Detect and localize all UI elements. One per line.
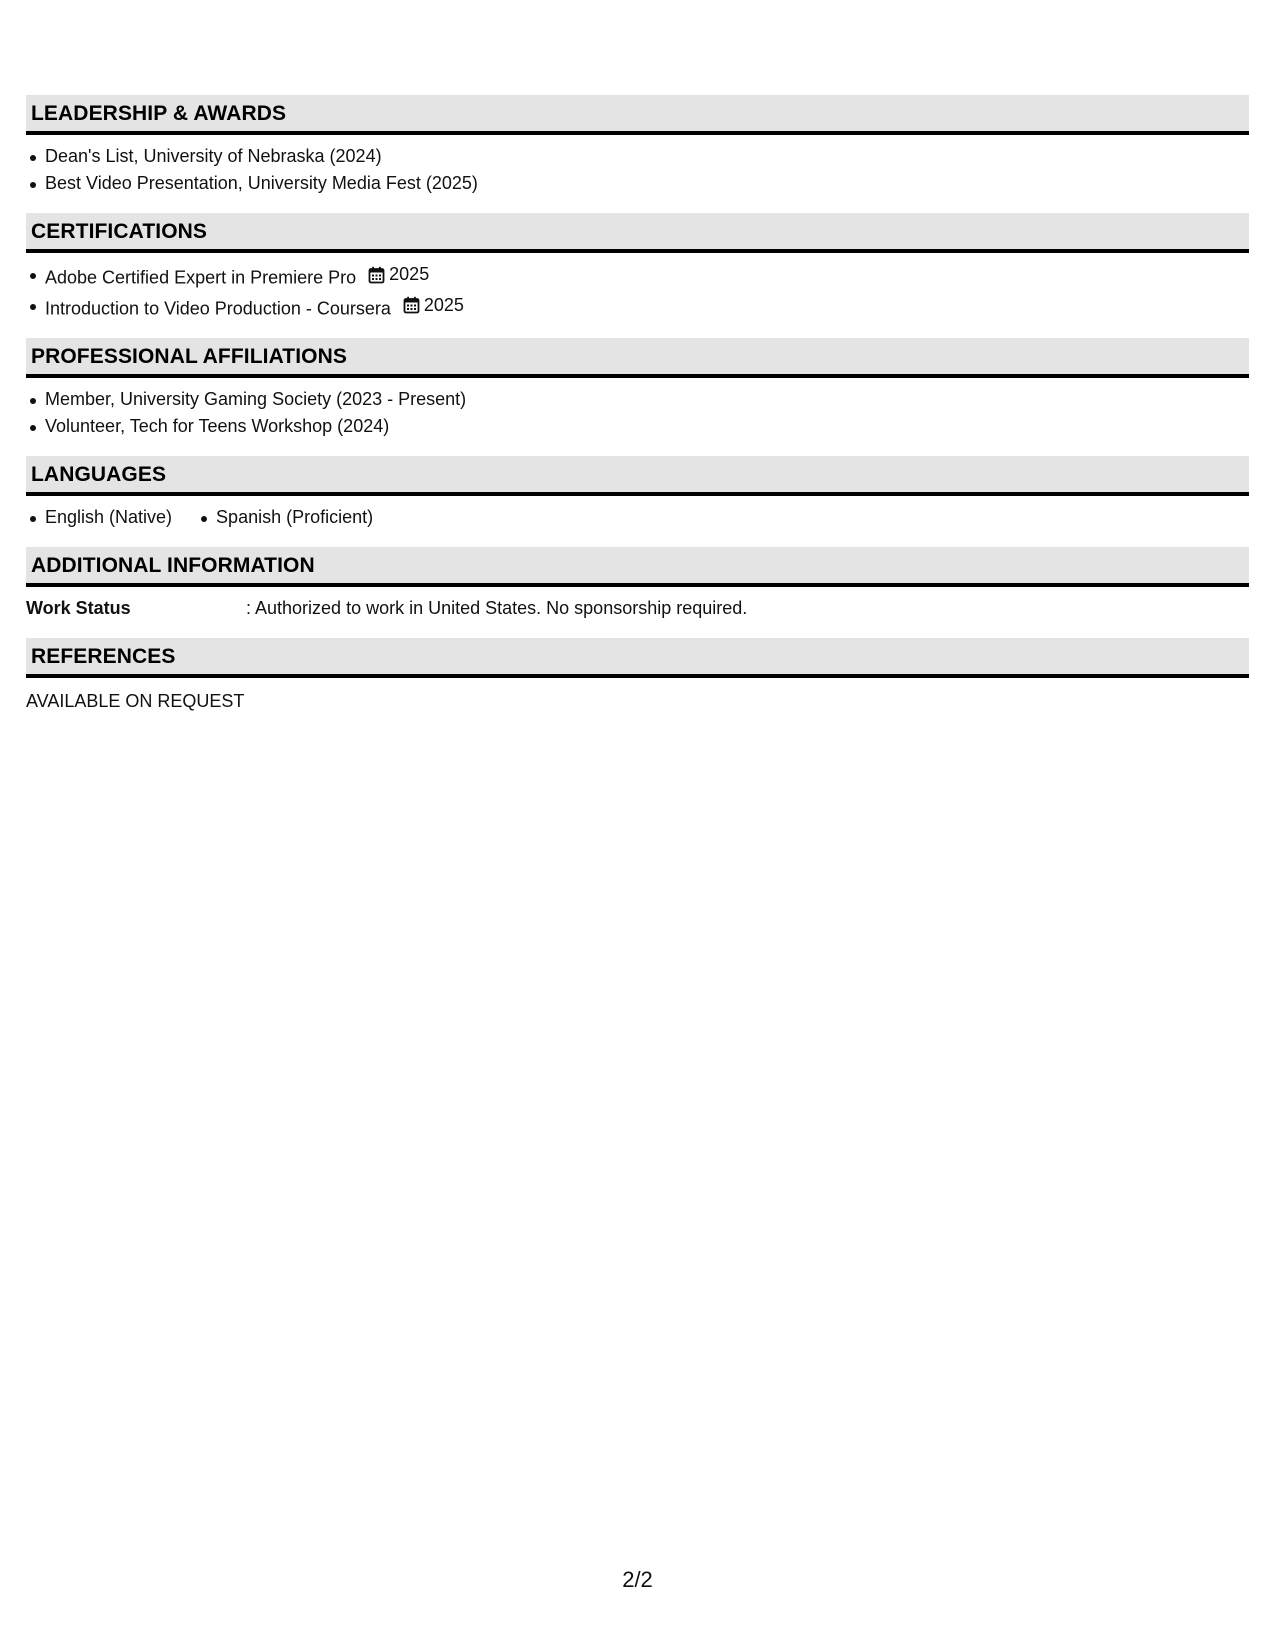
calendar-icon [368,266,385,284]
resume-page [26,95,1249,731]
affiliation-text: Member, University Gaming Society (2023 - Present) [45,389,467,409]
bullet-icon [30,182,36,188]
award-text: Best Video Presentation, University Media Fest (2025) [45,173,478,193]
language-text: Spanish (Proficient) [216,507,374,527]
bullet-icon [201,516,207,522]
affiliations-list [26,386,1249,440]
section-title-additional-info: ADDITIONAL INFORMATION [26,547,1249,587]
certification-name: Adobe Certified Expert in Premiere Pro [45,267,357,288]
section-title-leadership-awards: LEADERSHIP & AWARDS [26,95,1249,135]
certifications-list [26,261,1249,322]
certification-date [368,261,429,288]
list-item [26,170,1249,197]
additional-info-section [26,547,1249,622]
affiliation-text: Volunteer, Tech for Teens Workshop (2024) [45,416,390,436]
list-item [26,261,1249,292]
section-title-references: REFERENCES [26,638,1249,678]
certification-date [403,292,464,319]
page-number: 2/2 [622,1567,653,1592]
references-text: AVAILABLE ON REQUEST [26,691,245,711]
award-text: Dean's List, University of Nebraska (2024) [45,146,382,166]
section-title-certifications: CERTIFICATIONS [26,213,1249,253]
calendar-icon [403,296,420,314]
certification-year: 2025 [423,294,464,315]
leadership-awards-list [26,143,1249,197]
languages-section [26,456,1249,531]
section-title-affiliations: PROFESSIONAL AFFILIATIONS [26,338,1249,378]
bullet-icon [30,516,36,522]
list-item [26,292,1249,323]
language-text: English (Native) [45,507,173,527]
bullet-icon [30,398,36,404]
list-item [197,504,373,531]
list-item [26,143,1249,170]
work-status-row [26,595,1249,622]
list-item [26,504,172,531]
bullet-icon [30,273,36,279]
work-status-label: Work Status [26,598,131,618]
certification-year: 2025 [389,264,430,284]
affiliations-section [26,338,1249,440]
bullet-icon [30,425,36,431]
work-status-value: : Authorized to work in United States. No sponsorship required. [246,598,748,618]
languages-list [26,504,1249,531]
references-section [26,638,1249,715]
section-title-languages: LANGUAGES [26,456,1249,496]
certifications-section [26,213,1249,322]
list-item [26,413,1249,440]
leadership-awards-section [26,95,1249,197]
bullet-icon [30,304,36,310]
certification-name: Introduction to Video Production - Coursera [45,298,391,318]
bullet-icon [30,155,36,161]
list-item [26,386,1249,413]
